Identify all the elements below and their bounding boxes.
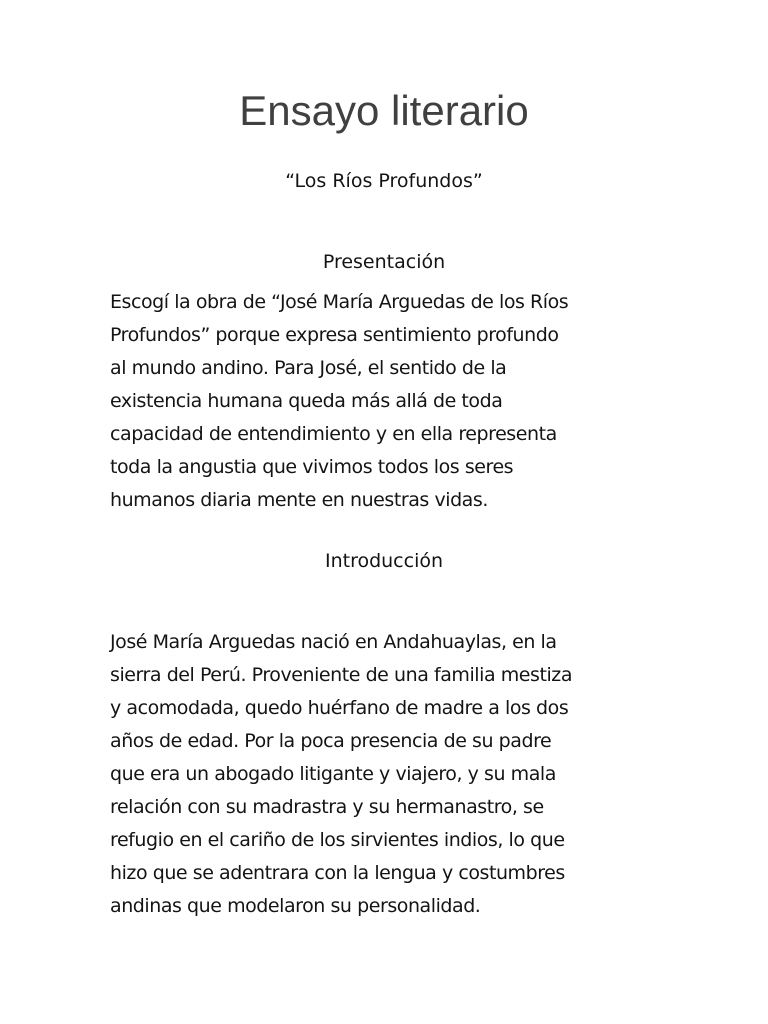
paragraph-presentacion [110,286,658,517]
text-line: hizo que se adentrara con la lengua y costumbres [110,862,565,884]
text-line: sierra del Perú. Proveniente de una familia mestiza [110,664,573,686]
text-line: andinas que modelaron su personalidad. [110,895,481,917]
section-heading-presentacion: Presentación [322,251,446,273]
text-line: toda la angustia que vivimos todos los seres [110,456,514,478]
text-line: refugio en el cariño de los sirvientes indios, lo que [110,829,565,851]
text-line: existencia humana queda más allá de toda [110,390,503,412]
text-line: capacidad de entendimiento y en ella representa [110,423,557,445]
text-line: relación con su madrastra y su hermanastro, se [110,796,544,818]
text-line: José María Arguedas nació en Andahuaylas, en la [110,631,557,653]
section-heading-introduccion: Introducción [324,550,444,572]
document-subtitle: “Los Ríos Profundos” [285,170,483,192]
text-line: que era un abogado litigante y viajero, y su mala [110,763,556,785]
text-line: Escogí la obra de “José María Arguedas de los Ríos [110,291,569,313]
text-line: y acomodada, quedo huérfano de madre a los dos [110,697,569,719]
document-title: Ensayo literario [239,87,529,134]
paragraph-introduccion [110,626,658,923]
text-line: Profundos” porque expresa sentimiento profundo [110,324,559,346]
text-line: años de edad. Por la poca presencia de su padre [110,730,552,752]
text-line: al mundo andino. Para José, el sentido de la [110,357,507,379]
text-line: humanos diaria mente en nuestras vidas. [110,489,488,511]
